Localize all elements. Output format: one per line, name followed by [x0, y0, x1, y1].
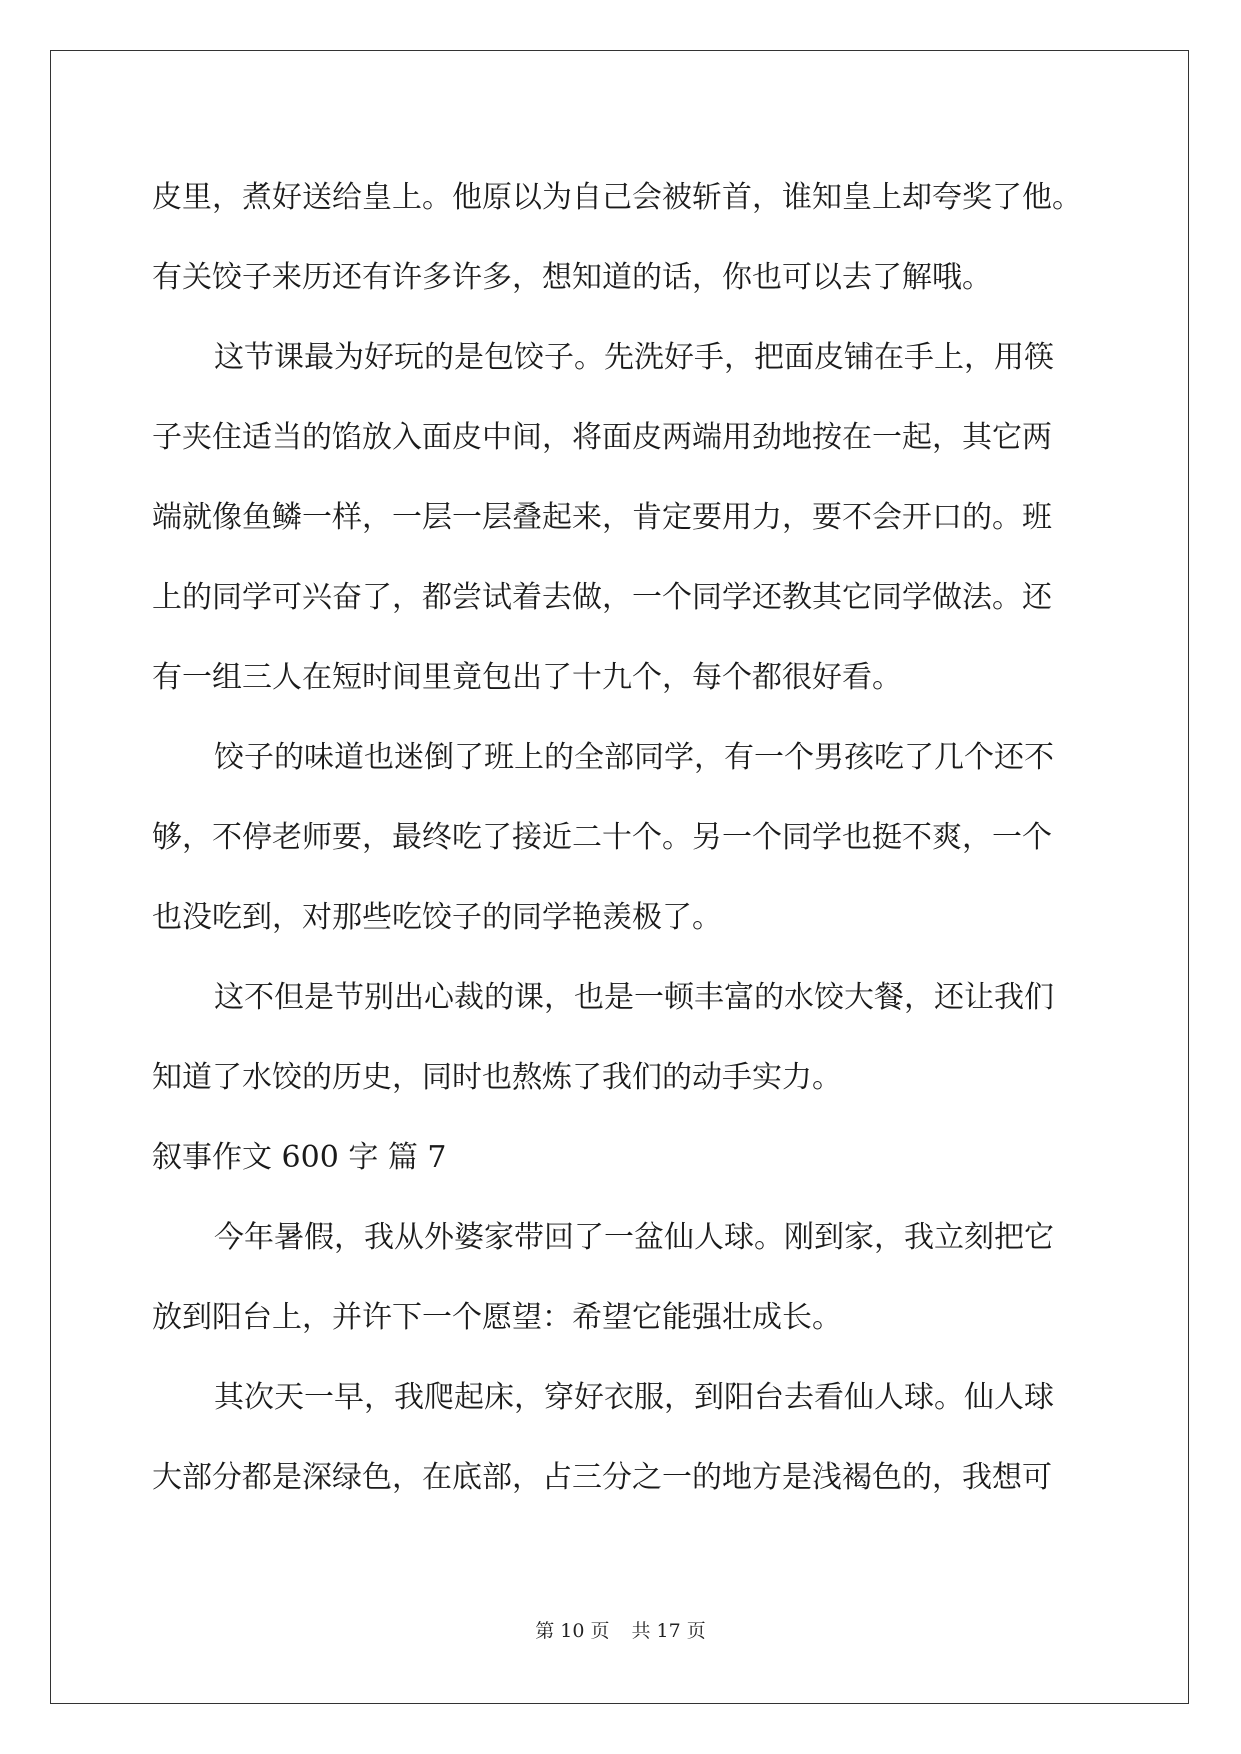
text-line: 皮里，煮好送给皇上。他原以为自己会被斩首，谁知皇上却夸奖了他。	[152, 180, 1082, 215]
document-body	[152, 158, 1112, 1518]
text-line: 大部分都是深绿色，在底部，占三分之一的地方是浅褐色的，我想可	[152, 1460, 1052, 1495]
page-footer	[0, 1616, 1241, 1643]
text-line: 今年暑假，我从外婆家带回了一盆仙人球。刚到家，我立刻把它	[214, 1220, 1054, 1255]
text-line: 有关饺子来历还有许多许多，想知道的话，你也可以去了解哦。	[152, 260, 992, 295]
text-line: 也没吃到，对那些吃饺子的同学艳羡极了。	[152, 900, 722, 935]
text-line: 这不但是节别出心裁的课，也是一顿丰富的水饺大餐，还让我们	[214, 980, 1054, 1015]
text-line: 端就像鱼鳞一样，一层一层叠起来，肯定要用力，要不会开口的。班	[152, 500, 1052, 535]
text-line: 有一组三人在短时间里竟包出了十九个，每个都很好看。	[152, 660, 902, 695]
text-line: 够，不停老师要，最终吃了接近二十个。另一个同学也挺不爽，一个	[152, 820, 1052, 855]
text-line: 上的同学可兴奋了，都尝试着去做，一个同学还教其它同学做法。还	[152, 580, 1052, 615]
text-line: 放到阳台上，并许下一个愿望：希望它能强壮成长。	[152, 1300, 842, 1335]
page-number-current: 第 10 页	[535, 1620, 610, 1642]
page-number-total: 共 17 页	[631, 1620, 706, 1642]
text-line: 饺子的味道也迷倒了班上的全部同学，有一个男孩吃了几个还不	[214, 740, 1054, 775]
text-line: 子夹住适当的馅放入面皮中间，将面皮两端用劲地按在一起，其它两	[152, 420, 1052, 455]
text-line: 知道了水饺的历史，同时也熬炼了我们的动手实力。	[152, 1060, 842, 1095]
text-line: 这节课最为好玩的是包饺子。先洗好手，把面皮铺在手上，用筷	[214, 340, 1054, 375]
text-line: 其次天一早，我爬起床，穿好衣服，到阳台去看仙人球。仙人球	[214, 1380, 1054, 1415]
section-heading: 叙事作文 600 字 篇 7	[152, 1140, 447, 1175]
